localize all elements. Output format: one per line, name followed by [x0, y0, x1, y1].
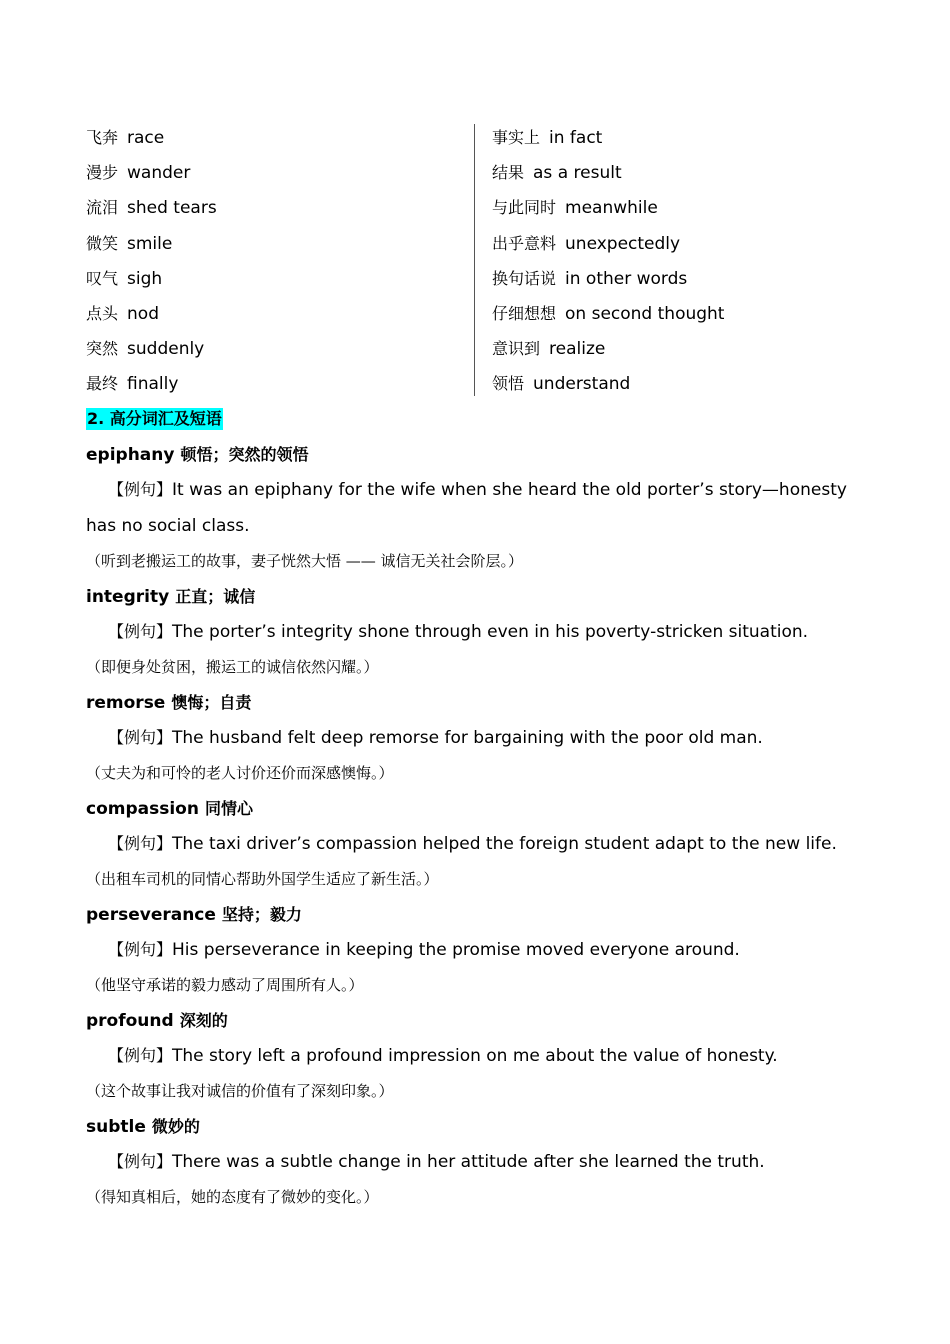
- example-sentence: [86, 932, 876, 968]
- example-text: The husband felt deep remorse for bargaining with the poor old man.: [172, 728, 763, 748]
- vocab-chinese: 飞奔: [86, 128, 119, 147]
- vocab-row: [86, 120, 466, 155]
- vocab-chinese: 换句话说: [492, 268, 557, 288]
- example-label: 【例句】: [108, 728, 173, 747]
- vocab-chinese: 出乎意料: [492, 233, 557, 253]
- term-meaning: 深刻的: [179, 1011, 228, 1030]
- example-text: It was an epiphany for the wife when she heard the old porter’s story—honesty has no social class.: [86, 480, 847, 536]
- term-meaning: 正直；诚信: [175, 587, 256, 606]
- vocab-english: finally: [127, 374, 179, 395]
- vocab-entry: [86, 580, 876, 686]
- example-sentence: [86, 720, 876, 756]
- example-label: 【例句】: [108, 622, 173, 641]
- example-label: 【例句】: [108, 480, 173, 499]
- example-sentence: [86, 826, 876, 862]
- term-meaning: 同情心: [204, 799, 253, 818]
- vocab-english: as a result: [533, 163, 622, 184]
- vocab-chinese: 结果: [492, 163, 525, 183]
- vocab-english: unexpectedly: [565, 233, 681, 254]
- example-text: There was a subtle change in her attitude after she learned the truth.: [172, 1152, 765, 1172]
- vocab-english: smile: [127, 233, 173, 254]
- term-word: integrity: [86, 587, 170, 607]
- vocab-chinese: 叹气: [86, 268, 119, 288]
- vocab-chinese: 漫步: [86, 163, 119, 183]
- example-translation: （他坚守承诺的毅力感动了周围所有人。）: [86, 976, 364, 994]
- vocab-entry: [86, 686, 876, 792]
- vocab-row: [86, 296, 466, 331]
- vocab-english: in fact: [549, 128, 603, 148]
- vocab-row: [86, 331, 466, 366]
- vocab-entry: [86, 792, 876, 898]
- example-text: The story left a profound impression on me about the value of honesty.: [172, 1046, 778, 1066]
- vocab-english: sigh: [127, 268, 163, 289]
- example-text: The taxi driver’s compassion helped the foreign student adapt to the new life.: [172, 834, 837, 854]
- example-sentence: [86, 472, 876, 544]
- vocab-entry: [86, 1004, 876, 1110]
- example-translation: （这个故事让我对诚信的价值有了深刻印象。）: [86, 1082, 394, 1100]
- vocab-column-right: [492, 120, 862, 402]
- vocab-chinese: 仔细想想: [492, 303, 557, 323]
- vocab-chinese: 微笑: [86, 233, 119, 253]
- vocab-english: understand: [533, 374, 631, 395]
- vocab-chinese: 流泪: [86, 198, 119, 218]
- vocab-english: shed tears: [127, 198, 217, 219]
- vocab-row: [492, 190, 862, 225]
- vocab-chinese: 事实上: [492, 128, 541, 147]
- vocab-chinese: 领悟: [492, 374, 525, 394]
- example-translation: （得知真相后，她的态度有了微妙的变化。）: [86, 1188, 379, 1206]
- vocab-row: [492, 226, 862, 261]
- example-label: 【例句】: [108, 940, 173, 959]
- example-translation: （即便身处贫困，搬运工的诚信依然闪耀。）: [86, 658, 379, 676]
- term-meaning: 坚持；毅力: [221, 905, 302, 924]
- vocabulary-section: [86, 402, 876, 1216]
- vocab-english: wander: [127, 163, 191, 184]
- vocab-chinese: 最终: [86, 374, 119, 394]
- term-word: compassion: [86, 799, 199, 819]
- example-sentence: [86, 1144, 876, 1180]
- example-text: His perseverance in keeping the promise moved everyone around.: [172, 940, 740, 960]
- vocab-chinese: 突然: [86, 339, 119, 359]
- example-label: 【例句】: [108, 1152, 173, 1171]
- vocab-english: on second thought: [565, 303, 725, 324]
- vocab-english: suddenly: [127, 339, 205, 360]
- example-sentence: [86, 614, 876, 650]
- term-line: [86, 686, 876, 720]
- example-translation: （出租车司机的同情心帮助外国学生适应了新生活。）: [86, 870, 439, 888]
- term-line: [86, 898, 876, 932]
- vocab-entry: [86, 1110, 876, 1216]
- vocab-table: [86, 120, 866, 396]
- section-heading-wrap: [86, 402, 876, 438]
- term-meaning: 微妙的: [151, 1117, 200, 1136]
- vocab-row: [86, 226, 466, 261]
- term-word: epiphany: [86, 445, 175, 465]
- term-meaning: 懊悔；自责: [171, 693, 252, 712]
- vocab-chinese: 点头: [86, 303, 119, 323]
- example-translation: （丈夫为和可怜的老人讨价还价而深感懊悔。）: [86, 764, 394, 782]
- vocab-row: [86, 155, 466, 190]
- vocab-chinese: 与此同时: [492, 198, 557, 218]
- vocab-entry: [86, 438, 876, 580]
- term-line: [86, 1004, 876, 1038]
- example-label: 【例句】: [108, 1046, 173, 1065]
- term-line: [86, 792, 876, 826]
- vocab-row: [86, 261, 466, 296]
- vocab-row: [86, 366, 466, 401]
- term-line: [86, 580, 876, 614]
- vocab-chinese: 意识到: [492, 339, 541, 359]
- vocab-row: [492, 366, 862, 401]
- vocab-english: nod: [127, 303, 159, 324]
- column-divider: [474, 124, 475, 396]
- example-sentence: [86, 1038, 876, 1074]
- term-word: perseverance: [86, 905, 216, 925]
- vocab-row: [492, 296, 862, 331]
- vocab-row: [492, 155, 862, 190]
- vocab-english: realize: [549, 339, 606, 360]
- vocab-english: in other words: [565, 268, 688, 289]
- section-heading: 2. 高分词汇及短语: [87, 409, 222, 428]
- vocab-english: race: [127, 128, 165, 148]
- example-text: The porter’s integrity shone through even in his poverty-stricken situation.: [172, 622, 809, 642]
- term-word: profound: [86, 1011, 174, 1031]
- term-line: [86, 438, 876, 472]
- vocab-entry: [86, 898, 876, 1004]
- term-line: [86, 1110, 876, 1144]
- term-word: remorse: [86, 693, 166, 713]
- vocab-column-left: [86, 120, 466, 402]
- vocab-row: [86, 190, 466, 225]
- term-word: subtle: [86, 1117, 146, 1137]
- example-label: 【例句】: [108, 834, 173, 853]
- vocab-row: [492, 261, 862, 296]
- vocab-english: meanwhile: [565, 198, 658, 219]
- term-meaning: 顿悟；突然的领悟: [180, 445, 309, 464]
- example-translation: （听到老搬运工的故事，妻子恍然大悟 —— 诚信无关社会阶层。）: [86, 552, 524, 570]
- vocab-row: [492, 331, 862, 366]
- vocab-row: [492, 120, 862, 155]
